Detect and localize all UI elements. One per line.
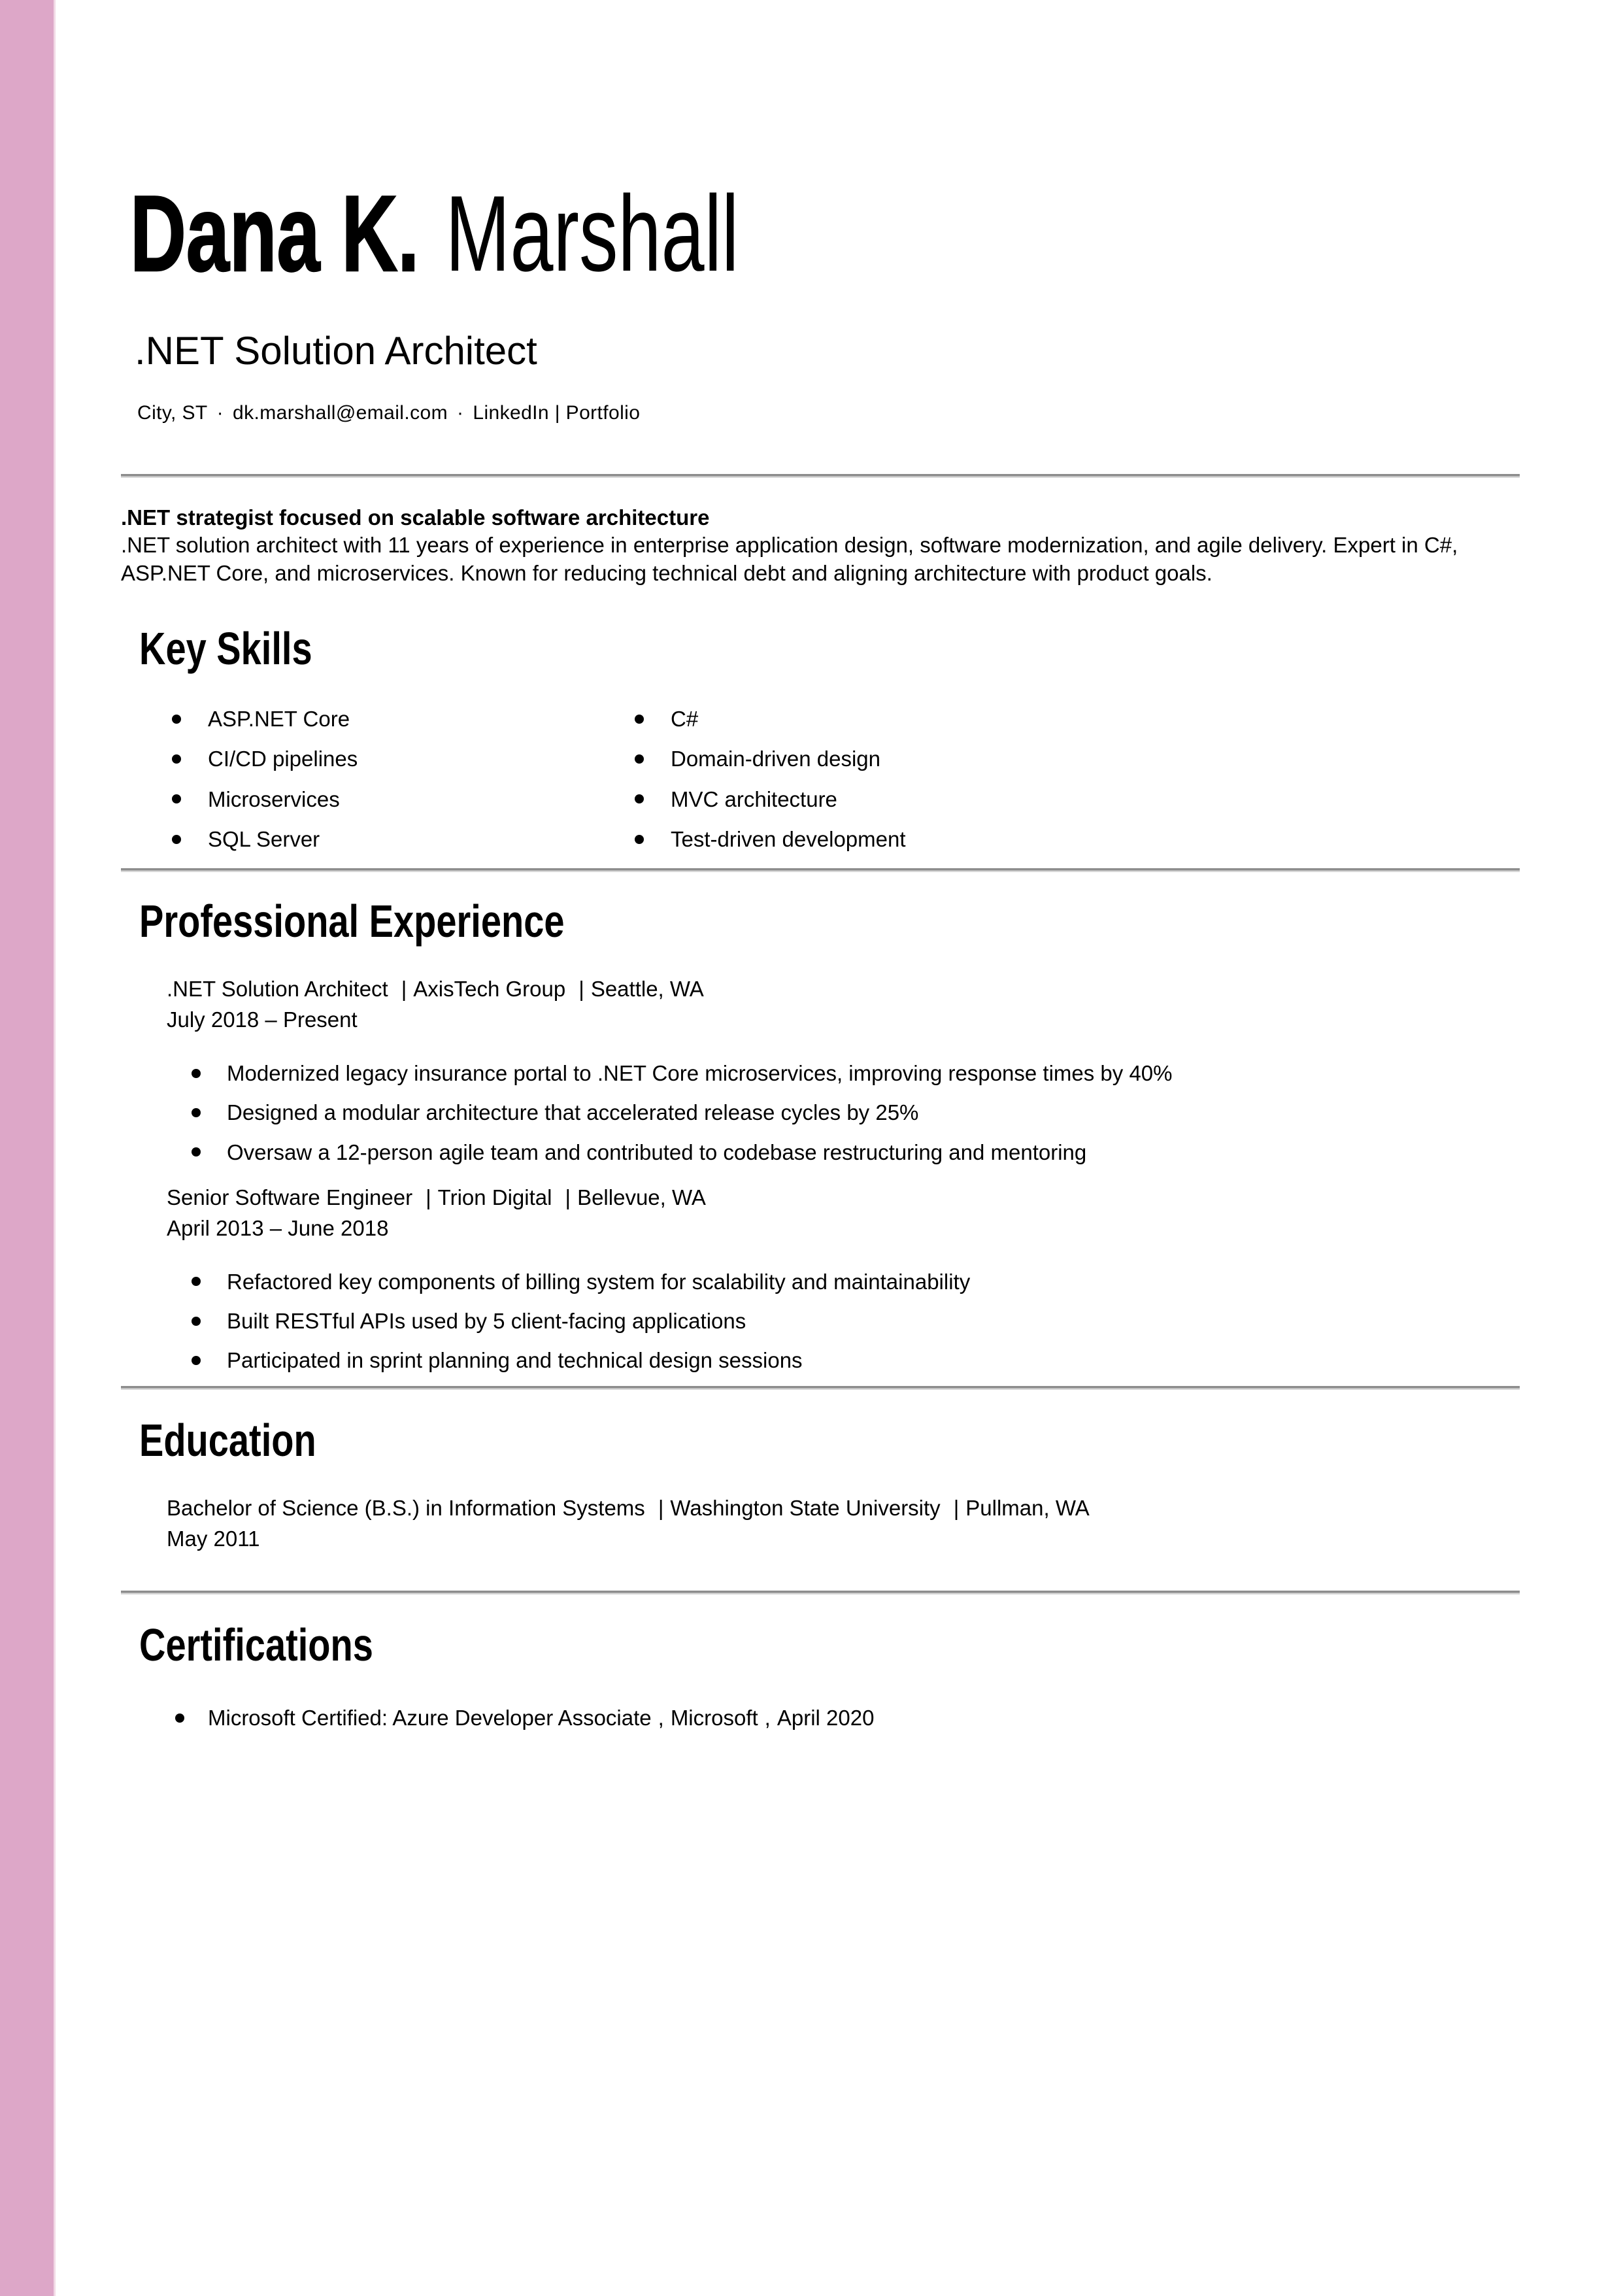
skill-label: MVC architecture <box>671 786 837 811</box>
job-bullet <box>167 1139 1520 1166</box>
job-location: Seattle, WA <box>590 977 704 1002</box>
education-entry <box>121 1496 1520 1551</box>
job-dates: July 2018 – Present <box>167 1007 358 1032</box>
bullet-icon <box>635 715 644 724</box>
skill-label: SQL Server <box>208 826 320 851</box>
job-location: Bellevue, WA <box>577 1185 706 1209</box>
job-bullet <box>167 1099 1520 1126</box>
job-bullet-text: Oversaw a 12-person agile team and contributed to codebase restructuring and mentoring <box>227 1140 1087 1164</box>
pipe-separator: | <box>658 1496 664 1521</box>
summary-section <box>121 504 1520 588</box>
contact-links[interactable]: LinkedIn | Portfolio <box>473 402 641 424</box>
resume-header <box>121 173 1520 425</box>
pipe-separator: | <box>578 977 584 1002</box>
certification-issuer: Microsoft <box>670 1706 758 1730</box>
pipe-separator: | <box>953 1496 960 1521</box>
section-divider <box>121 1386 1520 1390</box>
contact-line <box>137 402 1520 425</box>
education-section <box>121 1417 1520 1551</box>
education-header <box>167 1496 1520 1521</box>
certification-name: Microsoft Certified: Azure Developer Associate <box>208 1706 652 1730</box>
section-divider <box>121 1591 1520 1595</box>
certifications-section <box>121 1619 1520 1731</box>
job-bullet-list <box>167 1268 1520 1374</box>
bullet-icon <box>192 1277 201 1286</box>
bullet-icon <box>192 1147 201 1156</box>
skills-list <box>121 705 1520 853</box>
job-bullet <box>167 1308 1520 1334</box>
left-accent-bar <box>0 0 56 2296</box>
comma-separator: , <box>764 1706 771 1730</box>
bullet-icon <box>635 835 644 844</box>
skill-item <box>121 786 584 813</box>
job-bullet-text: Designed a modular architecture that accelerated release cycles by 25% <box>227 1100 919 1125</box>
job-bullet-text: Built RESTful APIs used by 5 client-facing applications <box>227 1308 746 1333</box>
job-title: Senior Software Engineer <box>167 1185 413 1209</box>
contact-email[interactable]: dk.marshall@email.com <box>233 402 448 424</box>
skill-item <box>584 786 1520 813</box>
job-bullet-list <box>167 1060 1520 1166</box>
education-degree: Bachelor of Science (B.S.) in Information Systems <box>167 1496 645 1521</box>
experience-section-heading: Professional Experience <box>139 896 565 947</box>
skill-item <box>584 745 1520 772</box>
job-company: AxisTech Group <box>413 977 566 1002</box>
summary-body: .NET solution architect with 11 years of experience in enterprise application design, software modernization, and agile delivery. Expert in C#, ASP.NET Core, and microservices. Known for reducing technical debt and aligning architecture with product goals. <box>121 533 1458 586</box>
job-bullet-text: Participated in sprint planning and technical design sessions <box>227 1348 803 1373</box>
skill-label: CI/CD pipelines <box>208 747 358 771</box>
job-entry <box>121 977 1520 1166</box>
job-header <box>167 977 1520 1002</box>
skill-item <box>121 826 584 853</box>
certification-item <box>121 1704 1520 1731</box>
skills-section <box>121 623 1520 853</box>
section-divider <box>121 474 1520 478</box>
job-bullet-text: Modernized legacy insurance portal to .NET Core microservices, improving response times by 40% <box>227 1061 1173 1086</box>
job-bullet-text: Refactored key components of billing system for scalability and maintainability <box>227 1269 971 1294</box>
bullet-icon <box>192 1356 201 1365</box>
bullet-icon <box>172 754 181 764</box>
bullet-icon <box>192 1317 201 1326</box>
skill-label: Test-driven development <box>671 826 906 851</box>
pipe-separator: | <box>401 977 407 1002</box>
certification-list <box>121 1704 1520 1731</box>
section-divider <box>121 868 1520 872</box>
job-dates: April 2013 – June 2018 <box>167 1215 389 1240</box>
certification-date: April 2020 <box>777 1706 875 1730</box>
resume-content <box>121 0 1520 1732</box>
education-location: Pullman, WA <box>965 1496 1090 1521</box>
candidate-name-secondary: Marshall <box>445 173 739 294</box>
skill-label: Domain-driven design <box>671 747 880 771</box>
contact-separator-dot: · <box>456 402 464 424</box>
certifications-section-heading: Certifications <box>139 1619 373 1671</box>
contact-location: City, ST <box>137 402 208 424</box>
skill-item <box>584 705 1520 732</box>
job-bullet <box>167 1268 1520 1295</box>
bullet-icon <box>172 835 181 844</box>
candidate-job-title: .NET Solution Architect <box>135 329 537 373</box>
job-company: Trion Digital <box>437 1185 552 1209</box>
pipe-separator: | <box>565 1185 571 1209</box>
education-section-heading: Education <box>139 1415 316 1466</box>
job-bullet <box>167 1347 1520 1374</box>
bullet-icon <box>172 794 181 803</box>
skill-label: Microservices <box>208 786 340 811</box>
contact-separator-dot: · <box>216 402 224 424</box>
candidate-name <box>130 173 1131 294</box>
pipe-separator: | <box>426 1185 431 1209</box>
summary-heading: .NET strategist focused on scalable software architecture <box>121 505 710 530</box>
bullet-icon <box>172 715 181 724</box>
bullet-icon <box>192 1108 201 1117</box>
candidate-name-primary: Dana K. <box>130 173 420 294</box>
education-school: Washington State University <box>670 1496 941 1521</box>
skill-item <box>584 826 1520 853</box>
comma-separator: , <box>658 1706 664 1730</box>
job-bullet <box>167 1060 1520 1087</box>
skill-item <box>121 745 584 772</box>
bullet-icon <box>635 794 644 803</box>
skill-label: C# <box>671 707 699 732</box>
education-date: May 2011 <box>167 1527 260 1551</box>
experience-section <box>121 898 1520 1374</box>
bullet-icon <box>175 1714 184 1723</box>
job-entry <box>121 1185 1520 1374</box>
bullet-icon <box>192 1069 201 1078</box>
job-title: .NET Solution Architect <box>167 977 388 1002</box>
skill-label: ASP.NET Core <box>208 707 350 732</box>
bullet-icon <box>635 754 644 764</box>
skills-section-heading: Key Skills <box>139 623 312 675</box>
skill-item <box>121 705 584 732</box>
job-header <box>167 1185 1520 1210</box>
